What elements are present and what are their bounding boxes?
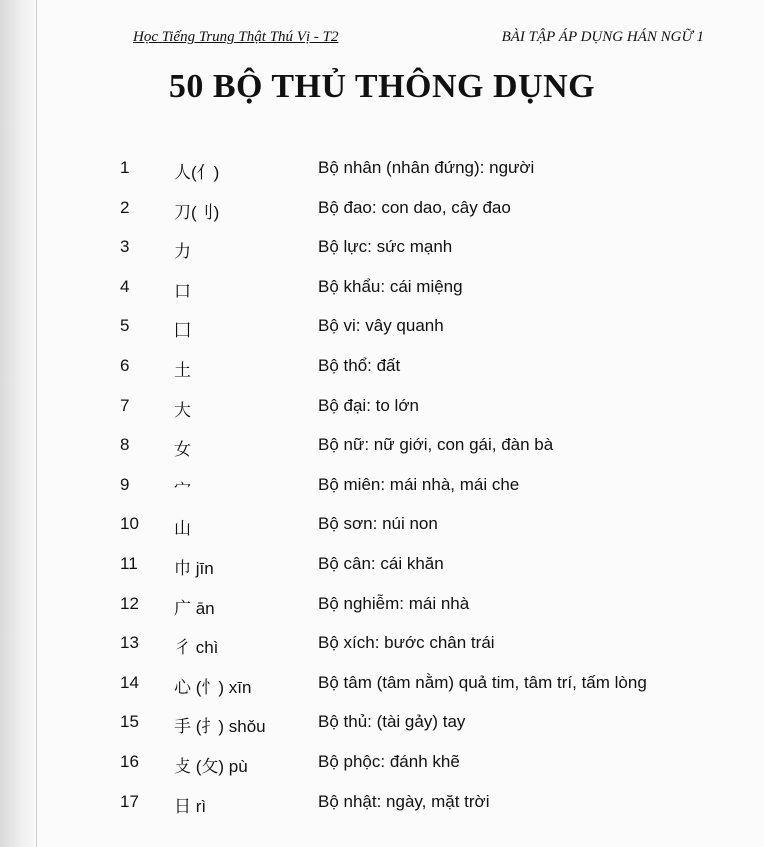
radical-number: 4	[120, 276, 130, 296]
radical-character: 广 ān	[174, 598, 215, 618]
radical-number: 15	[120, 712, 139, 732]
radical-description: Bộ cân: cái khăn	[318, 553, 444, 573]
radical-character: 囗	[174, 321, 191, 341]
radical-number: 3	[120, 237, 130, 257]
radical-description: Bộ đao: con dao, cây đao	[318, 197, 511, 217]
radical-number: 10	[120, 514, 139, 534]
radical-character: 彳 chì	[174, 638, 219, 658]
radical-row	[0, 425, 764, 465]
radical-character: 力	[174, 242, 191, 262]
radical-number: 16	[120, 751, 139, 771]
page-title: 50 BỘ THỦ THÔNG DỤNG	[168, 68, 596, 105]
radical-character: 口	[174, 281, 191, 301]
radical-description: Bộ nhân (nhân đứng): người	[318, 158, 535, 177]
radical-row	[0, 267, 764, 307]
radical-description: Bộ nữ: nữ giới, con gái, đàn bà	[318, 435, 554, 455]
radical-character: 巾 jīn	[174, 558, 214, 578]
radical-description: Bộ thổ: đất	[318, 355, 401, 375]
radical-number: 9	[120, 474, 130, 494]
radical-row	[0, 306, 764, 346]
radical-number: 8	[120, 435, 130, 455]
header-book-title: Học Tiếng Trung Thật Thú Vị - T2	[133, 29, 339, 45]
radical-description: Bộ thủ: (tài gảy) tay	[318, 712, 466, 732]
radical-row	[0, 227, 764, 267]
radical-row	[0, 663, 764, 703]
radical-row	[0, 188, 764, 228]
radical-character: 土	[174, 360, 191, 380]
radical-description: Bộ lực: sức mạnh	[318, 237, 453, 257]
radical-description: Bộ nhật: ngày, mặt trời	[318, 791, 490, 811]
radical-row	[0, 702, 764, 742]
radical-description: Bộ sơn: núi non	[318, 514, 438, 534]
radical-row	[0, 504, 764, 544]
radical-description: Bộ khẩu: cái miệng	[318, 276, 463, 296]
radical-character: 攴 (攵) pù	[174, 756, 248, 776]
radical-number: 6	[120, 355, 130, 375]
radical-number: 7	[120, 395, 130, 415]
radical-number: 11	[120, 553, 138, 573]
radical-character: 日 rì	[174, 796, 207, 816]
radical-row	[0, 584, 764, 624]
radical-description: Bộ vi: vây quanh	[318, 316, 444, 336]
radical-character: 心 (忄) xīn	[174, 677, 252, 697]
radical-character: 大	[174, 400, 191, 420]
radical-description: Bộ tâm (tâm nằm) quả tim, tâm trí, tấm lòng	[318, 672, 647, 692]
radical-description: Bộ phộc: đánh khẽ	[318, 751, 460, 771]
header-section-title: BÀI TẬP ÁP DỤNG HÁN NGỮ 1	[501, 29, 704, 45]
radical-row	[0, 782, 764, 822]
radical-character: 刀(刂)	[174, 202, 220, 222]
radical-description: Bộ nghiễm: mái nhà	[318, 593, 470, 613]
radical-description: Bộ đại: to lớn	[318, 395, 419, 415]
radical-number: 1	[120, 158, 130, 177]
radical-row	[0, 148, 764, 188]
radical-character: 宀	[174, 479, 191, 499]
radical-row	[0, 742, 764, 782]
radical-number: 2	[120, 197, 130, 217]
radical-description: Bộ miên: mái nhà, mái che	[318, 474, 520, 494]
radical-number: 14	[120, 672, 139, 692]
radical-number: 17	[120, 791, 139, 811]
radical-list	[0, 148, 764, 821]
radical-row	[0, 465, 764, 505]
radical-character: 手 (扌) shǒu	[174, 717, 266, 737]
radical-row	[0, 544, 764, 584]
radical-character: 山	[174, 519, 191, 539]
radical-number: 13	[120, 633, 139, 653]
radical-character: 女	[174, 440, 191, 460]
radical-row	[0, 623, 764, 663]
radical-number: 5	[120, 316, 130, 336]
radical-row	[0, 346, 764, 386]
radical-character: 人(亻)	[174, 163, 220, 182]
radical-row	[0, 386, 764, 426]
radical-number: 12	[120, 593, 139, 613]
radical-description: Bộ xích: bước chân trái	[318, 633, 495, 653]
